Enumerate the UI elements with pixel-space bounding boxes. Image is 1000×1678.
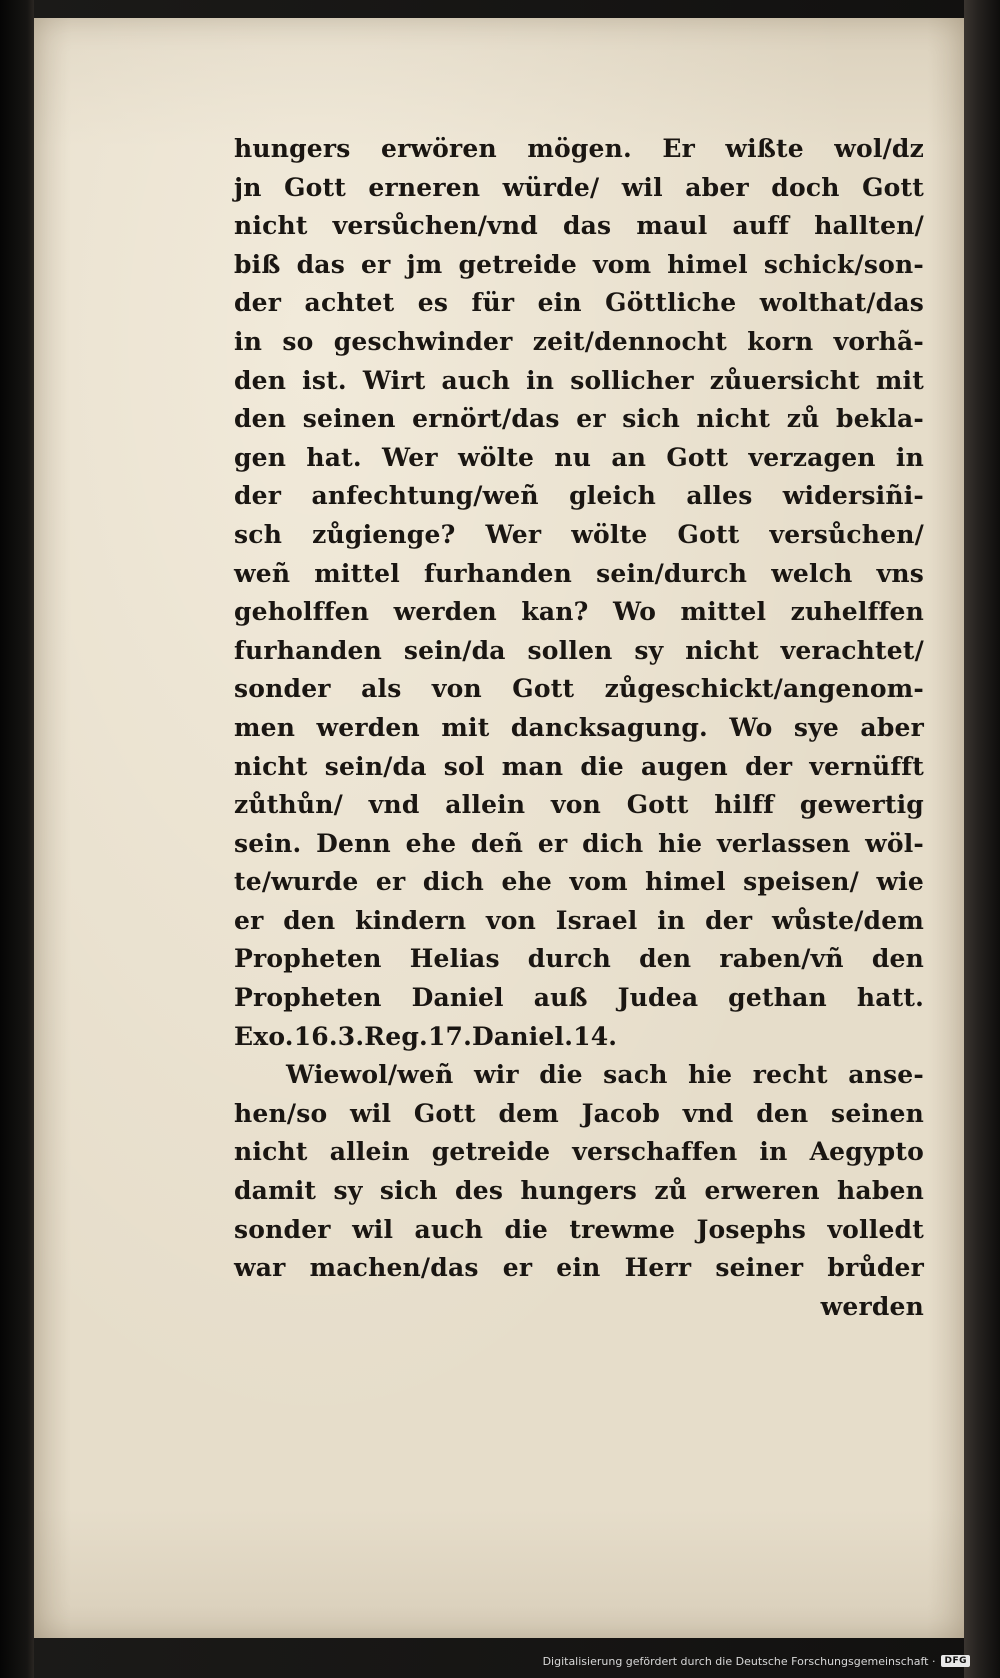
text-line: damit sy sich des hungers zů erweren haben — [234, 1176, 924, 1206]
text-line: in so geschwinder zeit/dennocht korn vorhã- — [234, 326, 924, 356]
catchword: werden — [820, 1291, 924, 1321]
text-line: hen/so wil Gott dem Jacob vnd den seinen — [234, 1098, 924, 1128]
text-line: biß das er jm getreide vom himel schick/son- — [234, 249, 924, 279]
text-line: sch zůgienge? Wer wölte Gott versůchen/ — [234, 519, 924, 549]
dfg-logo: DFG — [941, 1655, 970, 1667]
book-fore-edge — [964, 0, 1000, 1678]
book-gutter-edge — [0, 0, 34, 1678]
text-line: der anfechtung/weñ gleich alles widersiñi- — [234, 481, 924, 511]
text-line: den seinen ernört/das er sich nicht zů bekla- — [234, 404, 924, 434]
text-line: den ist. Wirt auch in sollicher zůuersicht mit — [234, 365, 924, 395]
text-block — [234, 130, 924, 1326]
text-line: men werden mit dancksagung. Wo sye aber — [234, 712, 924, 742]
text-line: nicht allein getreide verschaffen in Aegypto — [234, 1137, 924, 1167]
text-line: geholffen werden kan? Wo mittel zuhelffen — [234, 597, 924, 627]
digitization-credit — [543, 1652, 970, 1670]
scripture-reference-line: Exo.16.3.Reg.17.Daniel.14. — [234, 1021, 618, 1051]
text-line: sonder als von Gott zůgeschickt/angenom- — [234, 674, 924, 704]
text-line: furhanden sein/da sollen sy nicht verachtet/ — [234, 635, 924, 665]
text-line: gen hat. Wer wölte nu an Gott verzagen in — [234, 442, 924, 472]
text-line: der achtet es für ein Göttliche wolthat/das — [234, 288, 924, 318]
text-line: zůthůn/ vnd allein von Gott hilff gewertig — [234, 790, 924, 820]
text-line: war machen/das er ein Herr seiner brůder — [234, 1253, 924, 1283]
text-line: nicht versůchen/vnd das maul auff hallten/ — [234, 211, 924, 241]
paragraph-start-line: Wiewol/weñ wir die sach hie recht anse- — [286, 1060, 924, 1090]
text-line: hungers erwören mögen. Er wißte wol/dz — [234, 134, 924, 163]
credit-text: Digitalisierung gefördert durch die Deutsche Forschungsgemeinschaft · — [542, 1654, 936, 1668]
text-line: Propheten Daniel auß Judea gethan hatt. — [234, 983, 924, 1013]
text-line: er den kindern von Israel in der wůste/dem — [234, 905, 924, 935]
text-line: te/wurde er dich ehe vom himel speisen/ wie — [234, 867, 924, 897]
text-line: jn Gott erneren würde/ wil aber doch Gott — [234, 172, 924, 202]
text-line: Propheten Helias durch den raben/vñ den — [234, 944, 924, 974]
text-line: weñ mittel furhanden sein/durch welch vns — [234, 558, 924, 588]
text-line: sein. Denn ehe deñ er dich hie verlassen wöl- — [234, 828, 924, 858]
book-page — [34, 18, 964, 1638]
text-line: nicht sein/da sol man die augen der vernüfft — [234, 751, 924, 781]
text-line: sonder wil auch die trewme Josephs volledt — [234, 1214, 924, 1244]
